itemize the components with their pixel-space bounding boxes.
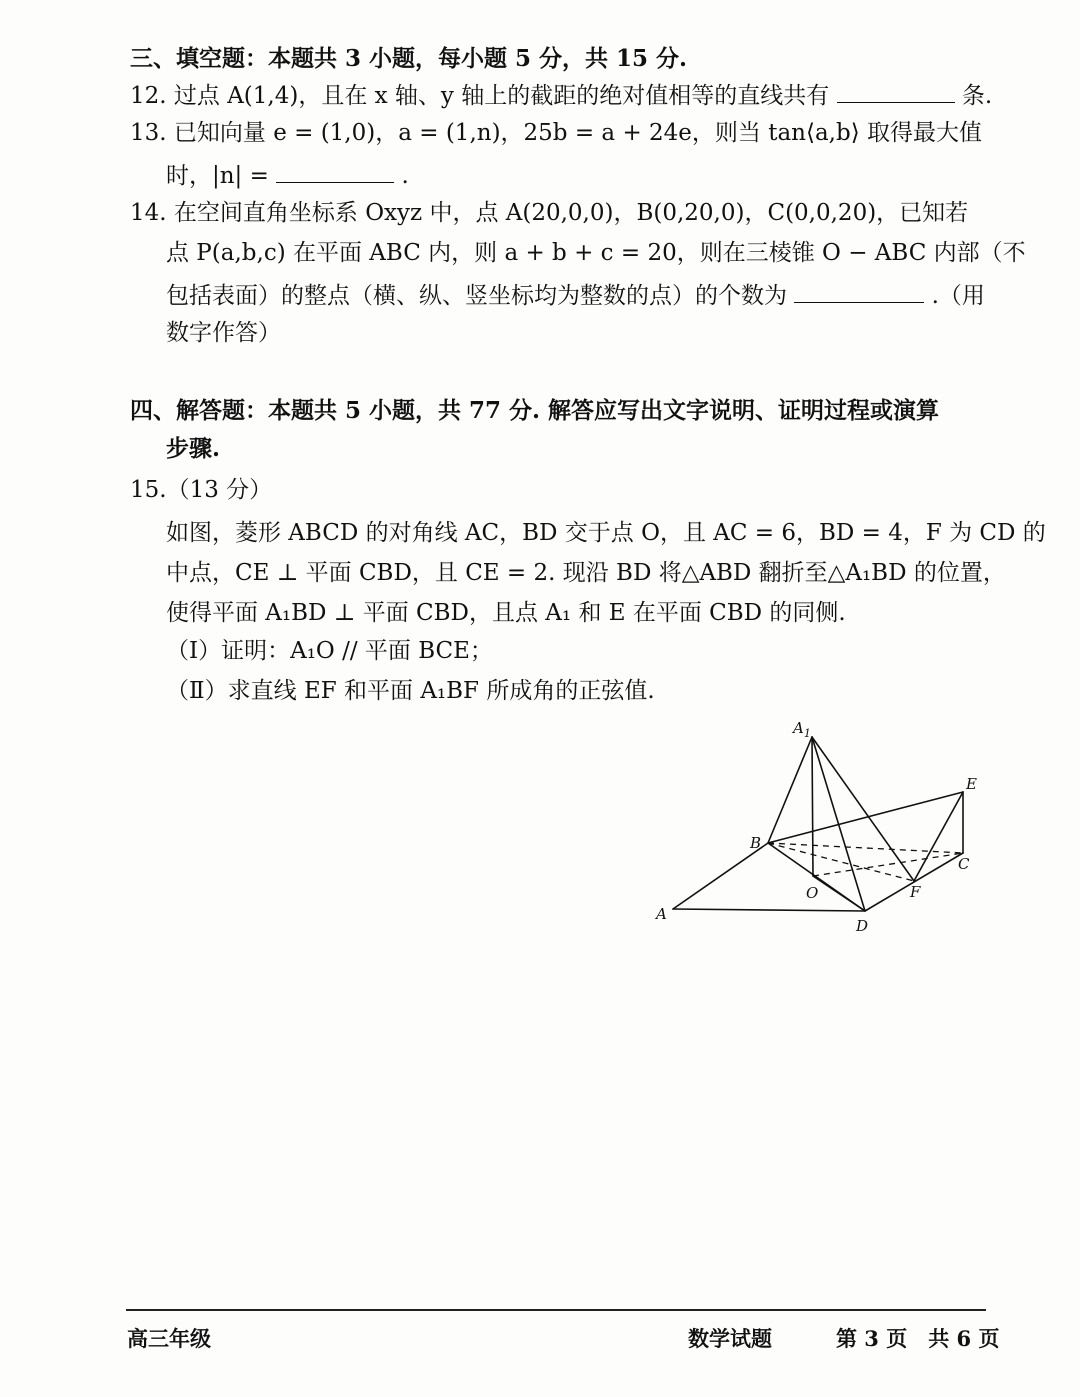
- label-E: E: [966, 775, 977, 793]
- question-13-text: 时，|n| =: [166, 163, 269, 189]
- label-O: O: [806, 884, 819, 902]
- label-B: B: [750, 834, 762, 852]
- label-F: F: [910, 883, 921, 901]
- question-15-paragraph-1: 如图，菱形 ABCD 的对角线 AC，BD 交于点 O，且 AC = 6，BD = 4，F 为 CD 的: [166, 520, 1046, 546]
- question-14-tail: .（用: [931, 283, 985, 309]
- footer-grade: 高三年级: [127, 1326, 211, 1351]
- question-15-paragraph-3: 使得平面 A₁BD ⊥ 平面 CBD，且点 A₁ 和 E 在平面 CBD 的同侧.: [166, 600, 846, 626]
- question-12-text: 12. 过点 A(1,4)，且在 x 轴、y 轴上的截距的绝对值相等的直线共有: [130, 83, 830, 109]
- footer-divider: [126, 1309, 986, 1311]
- question-14-line-4: 数字作答）: [166, 320, 281, 346]
- edge-A-D: [673, 909, 865, 911]
- edge-O-D-short: [813, 876, 865, 911]
- section-4-heading-line-2: 步骤.: [166, 435, 221, 462]
- question-15-part-2: （Ⅱ）求直线 EF 和平面 A₁BF 所成角的正弦值.: [166, 678, 655, 704]
- edge-A1-B: [768, 737, 812, 843]
- question-15-header: 15.（13 分）: [130, 477, 273, 503]
- question-13-line-1: 13. 已知向量 e = (1,0)，a = (1,n)，25b = a + 24e，则当 tan⟨a,b⟩ 取得最大值: [130, 120, 982, 146]
- question-12-tail: 条.: [961, 83, 993, 109]
- label-A: A: [656, 905, 667, 923]
- question-13-tail: .: [401, 163, 409, 189]
- section-3-heading: 三、填空题：本题共 3 小题，每小题 5 分，共 15 分.: [130, 45, 688, 72]
- edge-A-B: [673, 843, 768, 909]
- label-A1: $A_1$: [793, 719, 811, 740]
- question-14-text: 包括表面）的整点（横、纵、竖坐标均为整数的点）的个数为: [166, 283, 787, 309]
- section-4-heading-line-1: 四、解答题：本题共 5 小题，共 77 分. 解答应写出文字说明、证明过程或演算: [130, 397, 940, 424]
- question-15-paragraph-2: 中点，CE ⊥ 平面 CBD，且 CE = 2. 现沿 BD 将△ABD 翻折至△A₁BD 的位置，: [166, 560, 1006, 586]
- footer-subject: 数学试题: [688, 1326, 772, 1351]
- edge-B-E: [768, 792, 963, 843]
- question-14-line-1: 14. 在空间直角坐标系 Oxyz 中，点 A(20,0,0)，B(0,20,0)，C(0,0,20)，已知若: [130, 200, 969, 226]
- edge-D-C: [865, 853, 963, 911]
- dashed-O-C: [813, 853, 963, 876]
- question-15-part-1: （Ⅰ）证明：A₁O // 平面 BCE；: [166, 638, 493, 664]
- label-C: C: [958, 855, 970, 873]
- label-D: D: [856, 917, 869, 935]
- footer-page-number: 第 3 页 共 6 页: [836, 1326, 1000, 1351]
- question-14-line-2: 点 P(a,b,c) 在平面 ABC 内，则 a + b + c = 20，则在三棱锥 O − ABC 内部（不: [166, 240, 1026, 266]
